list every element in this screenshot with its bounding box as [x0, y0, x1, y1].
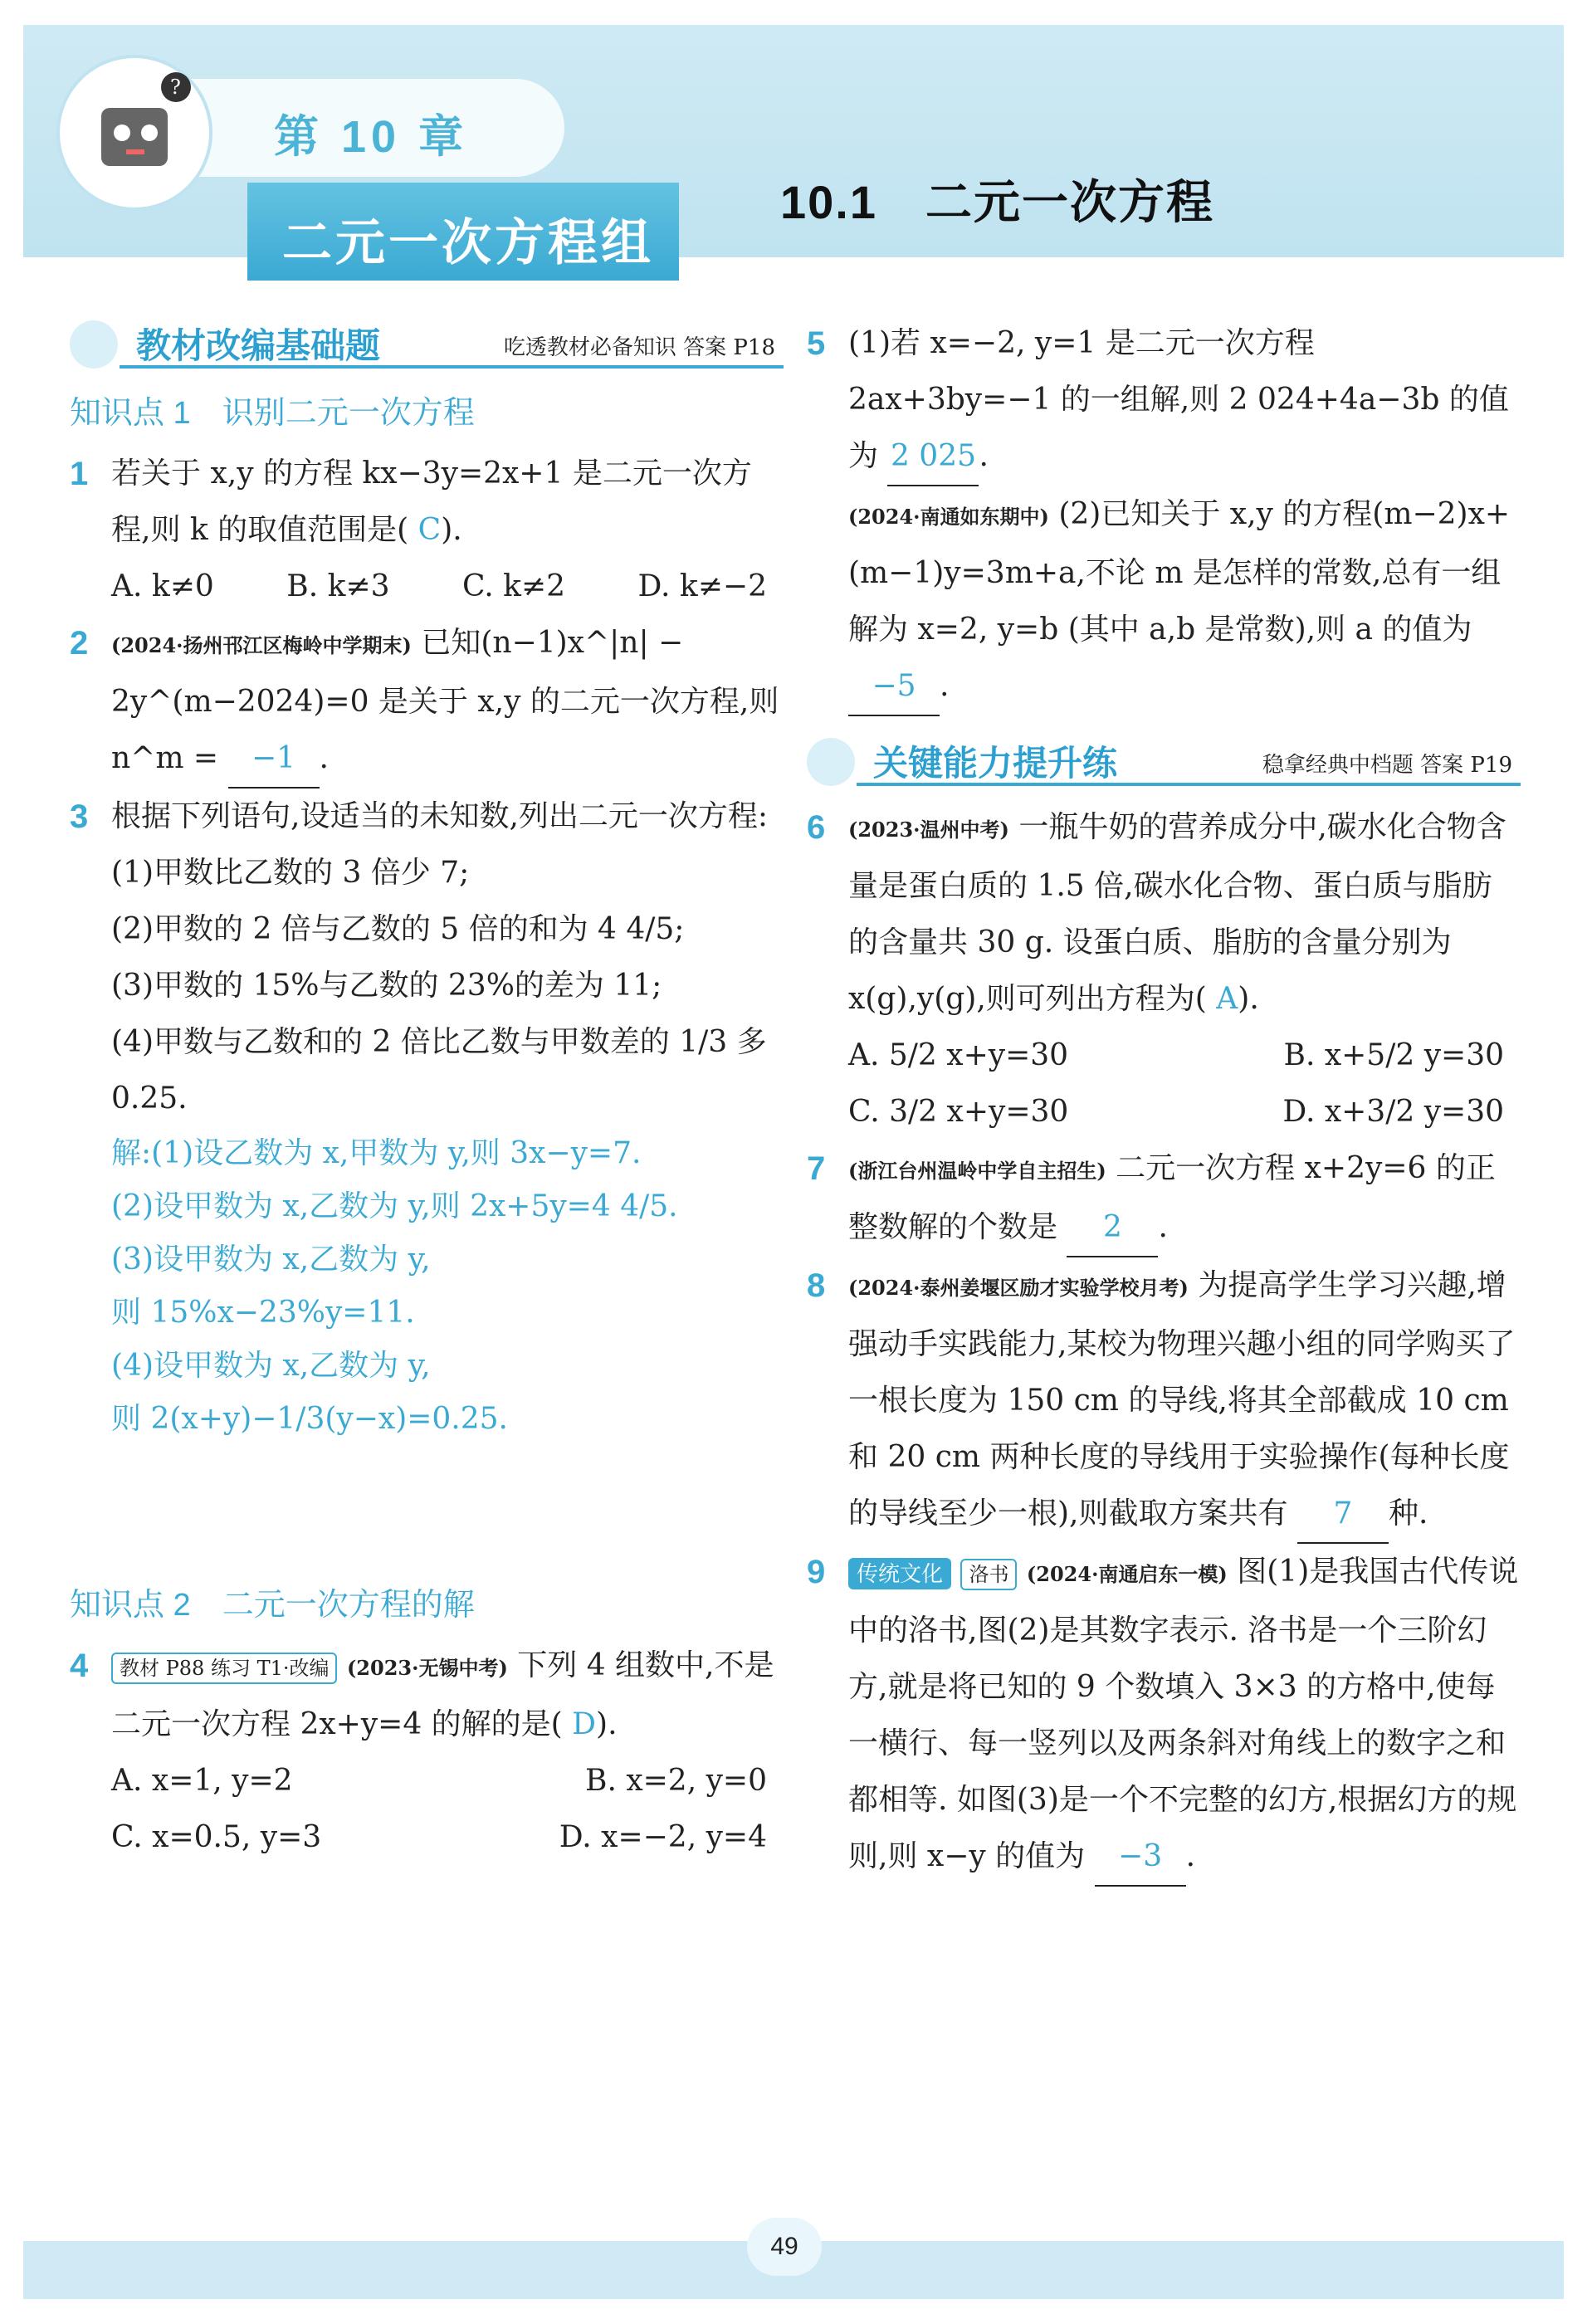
answer: D [572, 1707, 597, 1741]
lightbulb-icon [807, 738, 855, 786]
question-5: 5 (1)若 x=−2, y=1 是二元一次方程 2ax+3by=−1 的一组解,则 2 024+4a−3b 的值为 2 025. (2024·南通如东期中) (2)已知关于 x,y 的方程(m−2)x+(m−1)y=3m+a,不论 m 是怎样的常数,总有一组解为 x=2, y=b (其中 a,b 是常数),则 a 的值为 −5 . [807, 315, 1521, 716]
answer-blank: −5 [848, 658, 940, 716]
option-a: A. 5/2 x+y=30 [848, 1038, 1069, 1072]
question-9: 9 传统文化 洛书 (2024·南通启东一模) 图(1)是我国古代传说中的洛书,图(2)是其数字表示. 洛书是一个三阶幻方,就是将已知的 9 个数填入 3×3 的方格中,使每一横行、每一竖列以及两条斜对角线上的数字之和都相等. 如图(3)是一个不完整的幻方,根据幻方的规则,则 x−y 的值为 −3 . [807, 1544, 1521, 1887]
question-text: (2)已知关于 x,y 的方程(m−2)x+(m−1)y=3m+a,不论 m 是怎样的常数,总有一组解为 x=2, y=b (其中 a,b 是常数),则 a 的值为 [848, 497, 1511, 647]
question-number: 1 [70, 456, 89, 492]
answer-blank: −1 [228, 730, 320, 788]
question-number: 4 [70, 1648, 89, 1684]
solution-line: (4)设甲数为 x,乙数为 y, [111, 1349, 431, 1383]
question-source: (2024·南通启东一模) [1026, 1562, 1228, 1586]
question-text: 为提高学生学习兴趣,增强动手实践能力,某校为物理兴趣小组的同学购买了一根长度为 150 cm 的导线,将其全部截成 10 cm 和 20 cm 两种长度的导线用于实验操作(每种长度的导线至少一根),则截取方案共有 [848, 1268, 1516, 1531]
question-source: (2023·温州中考) [848, 818, 1009, 842]
question-number: 3 [70, 798, 89, 835]
question-source: (2024·扬州邗江区梅岭中学期末) [111, 633, 412, 657]
options [848, 1028, 1521, 1084]
question-text: 图(1)是我国古代传说中的洛书,图(2)是其数字表示. 洛书是一个三阶幻方,就是将已知的 9 个数填入 3×3 的方格中,使每一横行、每一竖列以及两条斜对角线上的数字之和都相等. 如图(3)是一个不完整的幻方,根据幻方的规则,则 x−y 的值为 [848, 1555, 1519, 1873]
answer-blank: 2 025 [887, 428, 979, 486]
basic-banner [70, 315, 784, 374]
question-text: 若关于 x,y 的方程 kx−3y=2x+1 是二元一次方程,则 k 的取值范围是( [111, 456, 752, 547]
solution-line: 则 2(x+y)−1/3(y−x)=0.25. [111, 1402, 509, 1436]
section-title: 10.1 二元一次方程 [780, 176, 1214, 228]
question-text: 一瓶牛奶的营养成分中,碳水化合物含量是蛋白质的 1.5 倍,碳水化合物、蛋白质与脂肪的含量共 30 g. 设蛋白质、脂肪的含量分别为 x(g),y(g),则可列出方程为( [848, 810, 1506, 1016]
solution-line: (3)设甲数为 x,乙数为 y, [111, 1243, 431, 1277]
question-text: 已知(n−1)x^|n| − 2y^(m−2024)=0 是关于 x,y 的二元一次方程,则 n^m = [111, 626, 779, 775]
banner-title: 关键能力提升练 [873, 744, 1118, 783]
right-column [807, 315, 1521, 1887]
options [111, 559, 784, 615]
question-end: ). [441, 513, 462, 547]
answer-blank: 7 [1297, 1486, 1389, 1544]
option-b: B. x+5/2 y=30 [1283, 1038, 1504, 1072]
target-icon [70, 320, 118, 369]
answer: C [418, 513, 442, 547]
sub-item: (2)甲数的 2 倍与乙数的 5 倍的和为 4 4/5; [111, 912, 685, 946]
question-number: 2 [70, 625, 89, 662]
option-c: C. 3/2 x+y=30 [848, 1095, 1069, 1129]
banner-line [120, 365, 784, 369]
question-7: 7 (浙江台州温岭中学自主招生) 二元一次方程 x+2y=6 的正整数解的个数是 2 . [807, 1140, 1521, 1257]
knowledge-point-1: 知识点 1 识别二元一次方程 [70, 396, 475, 431]
answer: A [1216, 982, 1238, 1016]
question-text: 二元一次方程 x+2y=6 的正整数解的个数是 [848, 1151, 1496, 1244]
banner-subtitle: 吃透教材必备知识 答案 P18 [503, 335, 775, 360]
question-source: (2024·泰州姜堰区励才实验学校月考) [848, 1276, 1189, 1300]
question-2: 2 (2024·扬州邗江区梅岭中学期末) 已知(n−1)x^|n| − 2y^(m−2024)=0 是关于 x,y 的二元一次方程,则 n^m = −1 . [70, 615, 784, 788]
option-d: D. x+3/2 y=30 [1282, 1095, 1504, 1129]
question-source: (浙江台州温岭中学自主招生) [848, 1159, 1106, 1183]
luoshu-tag: 洛书 [960, 1559, 1017, 1590]
knowledge-point-2: 知识点 2 二元一次方程的解 [70, 1588, 475, 1623]
chapter-title: 二元一次方程组 [282, 215, 654, 271]
options [111, 1753, 784, 1809]
question-end: 种. [1388, 1496, 1428, 1531]
textbook-tag: 教材 P88 练习 T1·改编 [111, 1653, 337, 1684]
option-d: D. k≠−2 [637, 569, 767, 603]
question-1 [70, 446, 784, 615]
banner-subtitle: 稳拿经典中档题 答案 P19 [1262, 753, 1512, 778]
question-number: 5 [807, 325, 826, 362]
question-source: (2024·南通如东期中) [848, 505, 1049, 529]
solution-line: 解:(1)设乙数为 x,甲数为 y,则 3x−y=7. [111, 1136, 642, 1170]
solution-line: 则 15%x−23%y=11. [111, 1296, 415, 1330]
options [848, 1084, 1521, 1140]
solution-3 [70, 1127, 784, 1446]
question-3 [70, 788, 784, 1127]
chapter-label: 第 10 章 [274, 112, 469, 162]
page-number: 49 [747, 2218, 822, 2276]
question-number: 7 [807, 1150, 826, 1187]
answer-blank: −3 [1095, 1828, 1186, 1887]
option-c: C. k≠2 [461, 569, 565, 603]
option-d: D. x=−2, y=4 [559, 1820, 767, 1854]
question-end: ). [1238, 982, 1259, 1016]
banner-title: 教材改编基础题 [136, 326, 381, 365]
question-text: (1)若 x=−2, y=1 是二元一次方程 2ax+3by=−1 的一组解,则 2 024+4a−3b 的值为 [848, 326, 1509, 473]
options [111, 1809, 784, 1866]
question-number: 8 [807, 1267, 826, 1304]
question-text: 根据下列语句,设适当的未知数,列出二元一次方程: [111, 799, 769, 833]
left-column [70, 315, 784, 1866]
sub-item: (1)甲数比乙数的 3 倍少 7; [111, 856, 470, 890]
option-c: C. x=0.5, y=3 [111, 1820, 322, 1854]
robot-mascot-icon [51, 50, 217, 216]
question-6 [807, 799, 1521, 1140]
answer-blank: 2 [1067, 1199, 1158, 1257]
question-end: ). [596, 1707, 618, 1741]
option-a: A. x=1, y=2 [111, 1764, 293, 1798]
question-text: 下列 4 组数中,不是二元一次方程 2x+y=4 的解的是( [111, 1648, 774, 1741]
option-b: B. x=2, y=0 [584, 1764, 767, 1798]
question-source: (2023·无锡中考) [346, 1656, 508, 1680]
question-8 [807, 1257, 1521, 1544]
svg-text:?: ? [170, 76, 181, 99]
ability-banner [807, 733, 1521, 791]
solution-line: (2)设甲数为 x,乙数为 y,则 2x+5y=4 4/5. [111, 1189, 678, 1223]
banner-line [857, 783, 1521, 786]
option-b: B. k≠3 [286, 569, 390, 603]
question-number: 9 [807, 1554, 826, 1590]
sub-item: (4)甲数与乙数和的 2 倍比乙数与甲数差的 1/3 多 0.25. [111, 1025, 767, 1116]
sub-item: (3)甲数的 15%与乙数的 23%的差为 11; [111, 969, 662, 1003]
culture-tag: 传统文化 [848, 1558, 951, 1589]
option-a: A. k≠0 [111, 569, 214, 603]
question-number: 6 [807, 809, 826, 846]
question-4 [70, 1638, 784, 1866]
